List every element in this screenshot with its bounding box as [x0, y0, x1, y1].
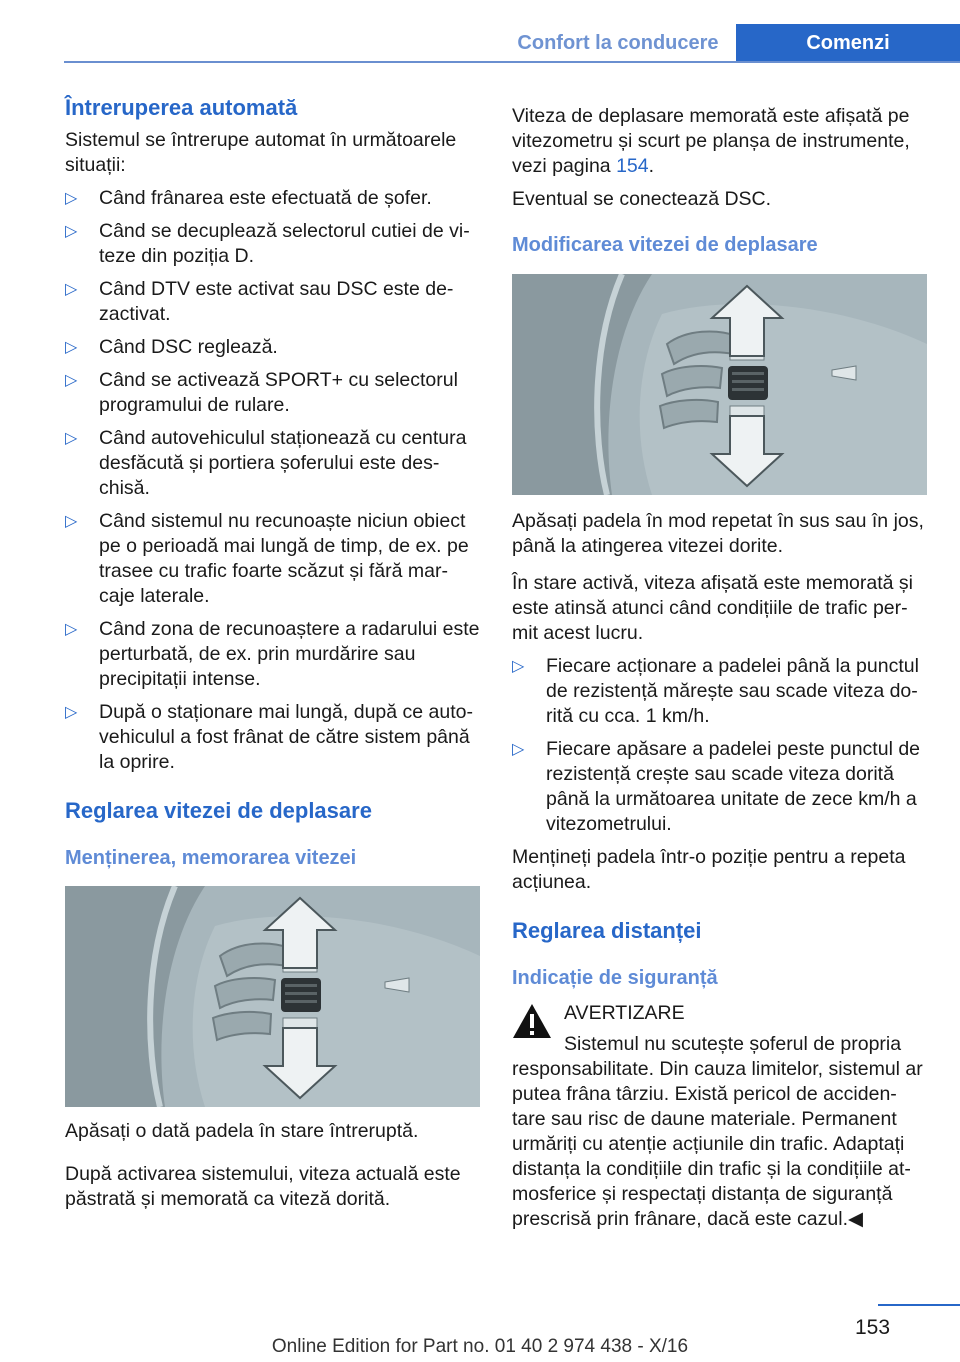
- section-title-auto-interrupt: Întreruperea automată: [65, 95, 298, 120]
- bullet-icon: ▷: [65, 704, 78, 721]
- list-item: ▷ Fiecare acționare a padelei până la punctul de rezistență mărește sau scade viteza do-rită cu cca. 1 km/h.: [512, 655, 919, 727]
- edition-footer: Online Edition for Part no. 01 40 2 974 438 - X/16: [271, 1336, 689, 1357]
- paragraph-after-activation: După activarea sistemului, viteza actuală este păstrată și memorată ca viteză dorită.: [65, 1163, 461, 1210]
- section-title-distance-control: Reglarea distanței: [512, 918, 702, 943]
- paragraph-memorized-speed: Viteza de deplasare memorată este afișată pe vitezometru și scurt pe planșa de instrumente, vezi pagina 154.: [512, 105, 910, 177]
- header-divider: [64, 61, 960, 63]
- paddle-actions-list: [512, 654, 930, 837]
- section-title-speed-control: Reglarea vitezei de deplasare: [65, 798, 372, 823]
- bullet-icon: ▷: [65, 430, 78, 447]
- list-item: ▷ Când frânarea este efectuată de șofer.: [65, 187, 432, 209]
- list-item: ▷ Când DTV este activat sau DSC este de-zactivat.: [65, 278, 454, 325]
- header-tab-comenzi[interactable]: Comenzi: [736, 24, 960, 62]
- bullet-icon: ▷: [65, 372, 78, 389]
- list-item: ▷ Când se activează SPORT+ cu selectorul programului de rulare.: [65, 369, 458, 416]
- list-item: ▷ Când sistemul nu recunoaște niciun obiect pe o perioadă mai lungă de timp, de ex. pe trasee cu trafic foarte scăzut și fără mar-caje laterale.: [65, 510, 469, 607]
- bullet-icon: ▷: [512, 741, 525, 758]
- page-link-154[interactable]: 154: [616, 155, 649, 177]
- bullet-icon: ▷: [65, 281, 78, 298]
- header-tab-confort[interactable]: Confort la conducere: [517, 32, 719, 54]
- list-item: ▷ Fiecare apăsare a padelei peste punctul de rezistență crește sau scade viteza dorită până la următoarea unitate de zece km/h a vitezometrului.: [512, 738, 921, 835]
- bullet-icon: ▷: [65, 339, 78, 356]
- warning-title: AVERTIZARE: [564, 1002, 685, 1024]
- list-item: ▷ Când zona de recunoaștere a radarului este perturbată, de ex. prin murdărire sau precipitații intense.: [65, 618, 480, 690]
- interrupt-conditions-list: [65, 186, 480, 775]
- footer-divider: [878, 1304, 960, 1306]
- subsection-title-hold-speed: Menținerea, memorarea vitezei: [65, 847, 357, 869]
- page-number: 153: [855, 1316, 891, 1339]
- page-header: [0, 0, 960, 62]
- bullet-icon: ▷: [512, 658, 525, 675]
- steering-wheel-image: [512, 274, 927, 495]
- paragraph-dsc: Eventual se conectează DSC.: [512, 188, 772, 210]
- steering-wheel-illustration: [512, 274, 927, 495]
- steering-wheel-illustration: [65, 886, 480, 1107]
- bullet-icon: ▷: [65, 223, 78, 240]
- paragraph-press-once: Apăsați o dată padela în stare întreruptă.: [65, 1120, 419, 1142]
- paragraph-press-repeatedly: Apăsați padela în mod repetat în sus sau în jos, până la atingerea vitezei dorite.: [512, 510, 924, 557]
- subsection-title-change-speed: Modificarea vitezei de deplasare: [512, 234, 818, 256]
- right-column: [512, 104, 930, 1232]
- steering-wheel-image: [65, 886, 480, 1107]
- bullet-icon: ▷: [65, 513, 78, 530]
- paragraph-active-state: În stare activă, viteza afișată este memorată și este atinsă atunci când condițiile de trafic per-mit acest lucru.: [512, 572, 914, 644]
- warning-block: [512, 1001, 930, 1026]
- intro-paragraph: Sistemul se întrerupe automat în următoarele situații:: [65, 129, 457, 176]
- paragraph-hold-paddle: Mențineți padela într-o poziție pentru a repeta acțiunea.: [512, 846, 906, 893]
- left-column: [65, 96, 480, 1212]
- list-item: ▷ După o staționare mai lungă, după ce auto-vehiculul a fost frânat de către sistem până la oprire.: [65, 701, 473, 773]
- bullet-icon: ▷: [65, 190, 78, 207]
- warning-triangle-icon: [512, 1003, 552, 1039]
- list-item: ▷ Când DSC reglează.: [65, 336, 278, 358]
- list-item: ▷ Când autovehiculul staționează cu centura desfăcută și portiera șoferului este des-chisă.: [65, 427, 467, 499]
- list-item: ▷ Când se decuplează selectorul cutiei de vi-teze din poziția D.: [65, 220, 470, 267]
- subsection-title-safety-note: Indicație de siguranță: [512, 967, 718, 989]
- bullet-icon: ▷: [65, 621, 78, 638]
- warning-text: Sistemul nu scutește șoferul de propria responsabilitate. Din cauza limitelor, sistemul ar putea frâna târziu. Există pericol de acciden-tare sau risc de daune materiale. Permanent urmăriți cu atenție acțiunile din trafic. Adaptați distanța la condițiile din trafic și la condițiile at-mosferice și respectați distanța de siguranță prescrisă prin frânare, dacă este cazul.◀: [512, 1033, 923, 1230]
